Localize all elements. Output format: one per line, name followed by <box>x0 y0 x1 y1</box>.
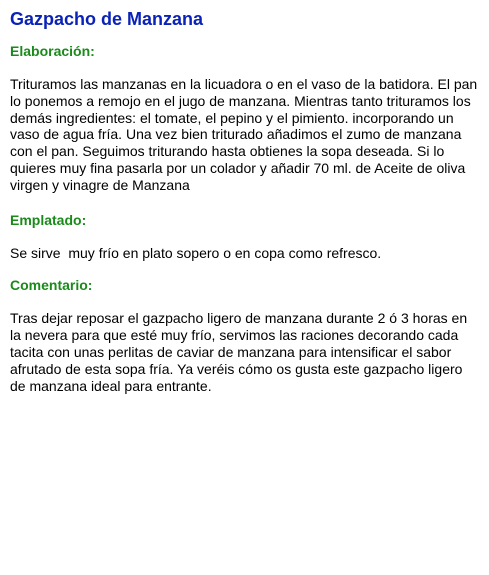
section-text-emplatado: Se sirve muy frío en plato sopero o en copa como refresco. <box>10 244 382 261</box>
section-heading-emplatado: Emplatado: <box>10 211 87 228</box>
page-title: Gazpacho de Manzana <box>10 9 204 29</box>
section-comentario <box>10 277 479 394</box>
section-heading-elaboracion: Elaboración: <box>10 43 95 59</box>
section-text-comentario: Tras dejar reposar el gazpacho ligero de manzana durante 2 ó 3 horas en la nevera para que esté muy frío, servimos las raciones decorando cada tacita con unas perlitas de caviar de manzana para intensificar el sabor afrutado de esta sopa fría. Ya veréis cómo os gusta este gazpacho ligero de manzana ideal para entrante. <box>10 310 471 394</box>
section-heading-comentario: Comentario: <box>10 277 93 294</box>
section-text-elaboracion: Trituramos las manzanas en la licuadora o en el vaso de la batidora. El pan lo ponemos a remojo en el jugo de manzana. Mientras tanto trituramos los demás ingredientes: el tomate, el pepino y el pimiento. incorporando un vaso de agua fría. Una vez bien triturado añadimos el zumo de manzana con el pan. Seguimos triturando hasta obtienes la sopa deseada. Si lo quieres muy fina pasarla por un colador y añadir 70 ml. de Aceite de oliva virgen y vinagre de Manzana <box>10 76 482 193</box>
section-emplatado <box>10 212 479 262</box>
section-elaboracion <box>10 43 482 194</box>
